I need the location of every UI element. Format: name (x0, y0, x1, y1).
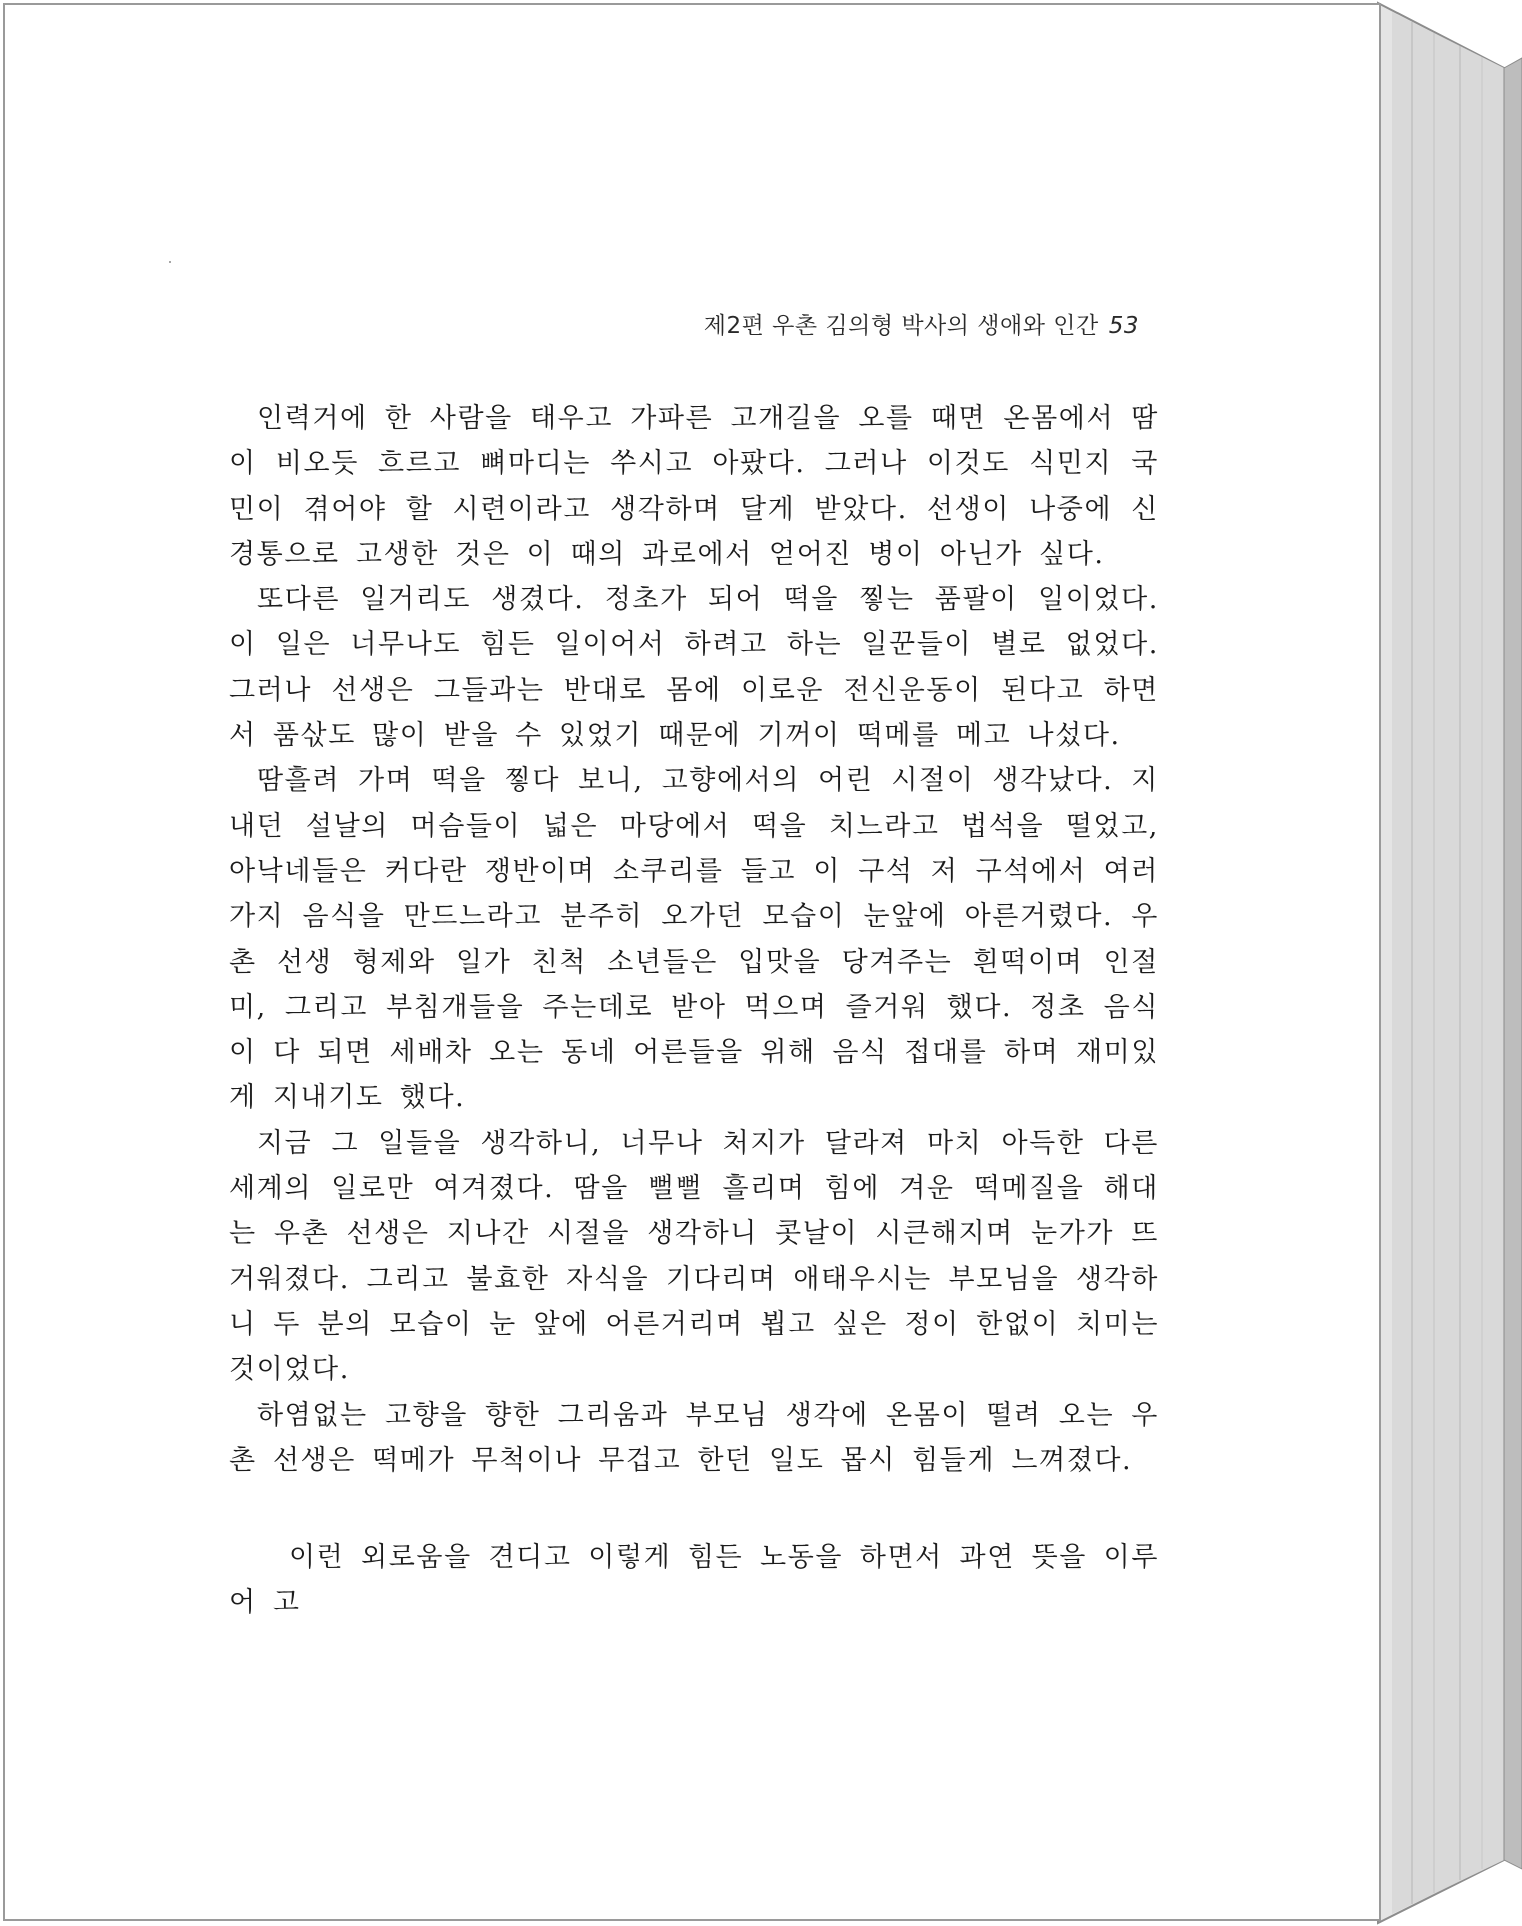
book-page (3, 3, 1381, 1921)
paragraph-3: 땀흘려 가며 떡을 찧다 보니, 고향에서의 어린 시절이 생각났다. 지내던 설날의 머슴들이 넓은 마당에서 떡을 치느라고 법석을 떨었고, 아낙네들은 커다란 쟁반이며 소쿠리를 들고 이 구석 저 구석에서 여러가지 음식을 만드느라고 분주히 오가던 모습이 눈앞에 아른거렸다. 우촌 선생 형제와 일가 친척 소년들은 입맛을 당겨주는 흰떡이며 인절미, 그리고 부침개들을 주는데로 받아 먹으며 즐거워 했다. 정초 음식이 다 되면 세배차 오는 동네 어른들을 위해 음식 접대를 하며 재미있게 지내기도 했다. (229, 765, 1159, 1114)
book-page-edges (1376, 0, 1522, 1926)
paragraph-6: 이런 외로움을 견디고 이렇게 힘든 노동을 하면서 과연 뜻을 이루어 고 (229, 1542, 1159, 1619)
running-title: 제2편 우촌 김의형 박사의 생애와 인간 (703, 313, 1099, 339)
scan-speck (169, 261, 171, 263)
paragraph-4: 지금 그 일들을 생각하니, 너무나 처지가 달라져 마치 아득한 다른 세계의 일로만 여겨졌다. 땀을 뻘뻘 흘리며 힘에 겨운 떡메질을 해대는 우촌 선생은 지나간 시절을 생각하니 콧날이 시큰해지며 눈가가 뜨거워졌다. 그리고 불효한 자식을 기다리며 애태우시는 부모님을 생각하니 두 분의 모습이 눈 앞에 어른거리며 뵙고 싶은 정이 한없이 치미는 것이었다. (229, 1127, 1159, 1386)
running-header (704, 307, 1139, 340)
page-number: 53 (1108, 313, 1139, 339)
paragraph-5: 하염없는 고향을 향한 그리움과 부모님 생각에 온몸이 떨려 오는 우촌 선생은 떡메가 무척이나 무겁고 한던 일도 몹시 힘들게 느껴졌다. (229, 1399, 1159, 1476)
paragraph-1: 인력거에 한 사람을 태우고 가파른 고개길을 오를 때면 온몸에서 땀이 비오듯 흐르고 뼈마디는 쑤시고 아팠다. 그러나 이것도 식민지 국민이 겪어야 할 시련이라고 생각하며 달게 받았다. 선생이 나중에 신경통으로 고생한 것은 이 때의 과로에서 얻어진 병이 아닌가 싶다. (229, 403, 1159, 570)
paragraph-2: 또다른 일거리도 생겼다. 정초가 되어 떡을 찧는 품팔이 일이었다. 이 일은 너무나도 힘든 일이어서 하려고 하는 일꾼들이 별로 없었다. 그러나 선생은 그들과는 반대로 몸에 이로운 전신운동이 된다고 하면서 품삯도 많이 받을 수 있었기 때문에 기꺼이 떡메를 메고 나섰다. (229, 584, 1159, 752)
body-text (229, 396, 1159, 1626)
